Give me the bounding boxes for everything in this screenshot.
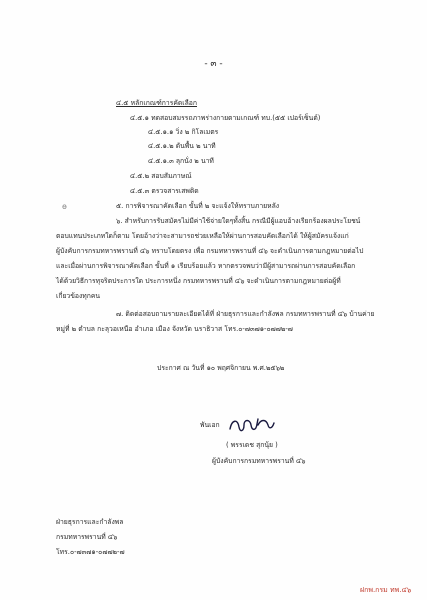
section-6-line-2: ตอบแทนประเภทใดก็ตาม โดยอ้างว่าจะสามารถช่วยเหลือให้ผ่านการสอบคัดเลือกได้ ให้ผู้สมัครแจ้งแก่ [56, 232, 349, 240]
section-6-line-3: ผู้บังคับการกรมทหารพรานที่ ๔๖ ทราบโดยตรง เพื่อ กรมทหารพรานที่ ๔๖ จะดำเนินการตามกฎหมายต่อไป [56, 247, 364, 255]
item-4-5-1-3: ๔.๕.๑.๓ ลุกนั่ง ๒ นาที [148, 157, 214, 165]
section-6-line-4: และเมื่อผ่านการพิจารณาคัดเลือก ขั้นที่ ๑ เรียบร้อยแล้ว หากตรวจพบว่ามีผู้สามารถผ่านการสอบคัดเลือก [56, 262, 356, 270]
footer-stamp: ฝกพ.กรม ทพ.๔๖ [360, 586, 412, 594]
signer-title: ผู้บังคับการกรมทหารพรานที่ ๔๖ [212, 457, 306, 465]
signature-mark [228, 415, 276, 435]
signer-name: ( พรรเดช สุกนุ้ย ) [226, 441, 278, 449]
pen-mark: ɵ [62, 202, 67, 211]
section-5: ๕. การพิจารณาคัดเลือก ขั้นที่ ๒ จะแจ้งให้ทราบภายหลัง [116, 202, 280, 210]
item-4-5-1-1: ๔.๕.๑.๑ วิ่ง ๒ กิโลเมตร [148, 128, 219, 136]
contact-unit: กรมทหารพรานที่ ๔๖ [56, 533, 118, 541]
announcement-date: ประกาศ ณ วันที่ ๑๐ พฤศจิกายน พ.ศ.๒๕๖๒ [157, 364, 285, 372]
item-4-5-1-2: ๔.๕.๑.๒ ดันพื้น ๒ นาที [148, 142, 216, 150]
section-4-5-heading: ๔.๕ หลักเกณฑ์การคัดเลือก [116, 99, 197, 107]
page-number: - ๓ - [204, 59, 223, 69]
section-6-line-6: เกี่ยวข้องทุกคน [56, 292, 101, 300]
item-4-5-3: ๔.๕.๓ ตรวจสารเสพติด [130, 187, 199, 195]
section-6-line-5: ได้ด้วยวิธีการทุจริตประการใด ประการหนึ่ง กรมทหารพรานที่ ๔๖ จะดำเนินการตามกฎหมายต่อผู้ที่ [56, 277, 341, 285]
contact-phone: โทร.๐-๗๓๗๑-๐๗๗๒-๗ [56, 548, 125, 556]
contact-dept: ฝ่ายธุรการและกำลังพล [56, 518, 124, 526]
rank-label: พันเอก [200, 421, 220, 429]
section-6-line-1: ๖. สำหรับการรับสมัครไม่มีค่าใช้จ่ายใดๆทั้งสิ้น กรณีมีผู้แอบอ้างเรียกร้องผลประโยชน์ [116, 217, 361, 225]
item-4-5-2: ๔.๕.๒ สอบสัมภาษณ์ [130, 172, 192, 180]
section-7-line-1: ๗. ติดต่อสอบถามรายละเอียดได้ที่ ฝ่ายธุรการและกำลังพล กรมทหารพรานที่ ๔๖ บ้านค่าย [116, 310, 375, 318]
section-7-line-2: หมู่ที่ ๒ ตำบล กะลุวอเหนือ อำเภอ เมือง จังหวัด นราธิวาส โทร.๐-๗๓๗๑-๐๗๗๒-๗ [56, 325, 293, 333]
item-4-5-1: ๔.๕.๑ ทดสอบสมรรถภาพร่างกายตามเกณฑ์ ทบ.(๕๕ เปอร์เซ็นต์) [130, 114, 321, 122]
